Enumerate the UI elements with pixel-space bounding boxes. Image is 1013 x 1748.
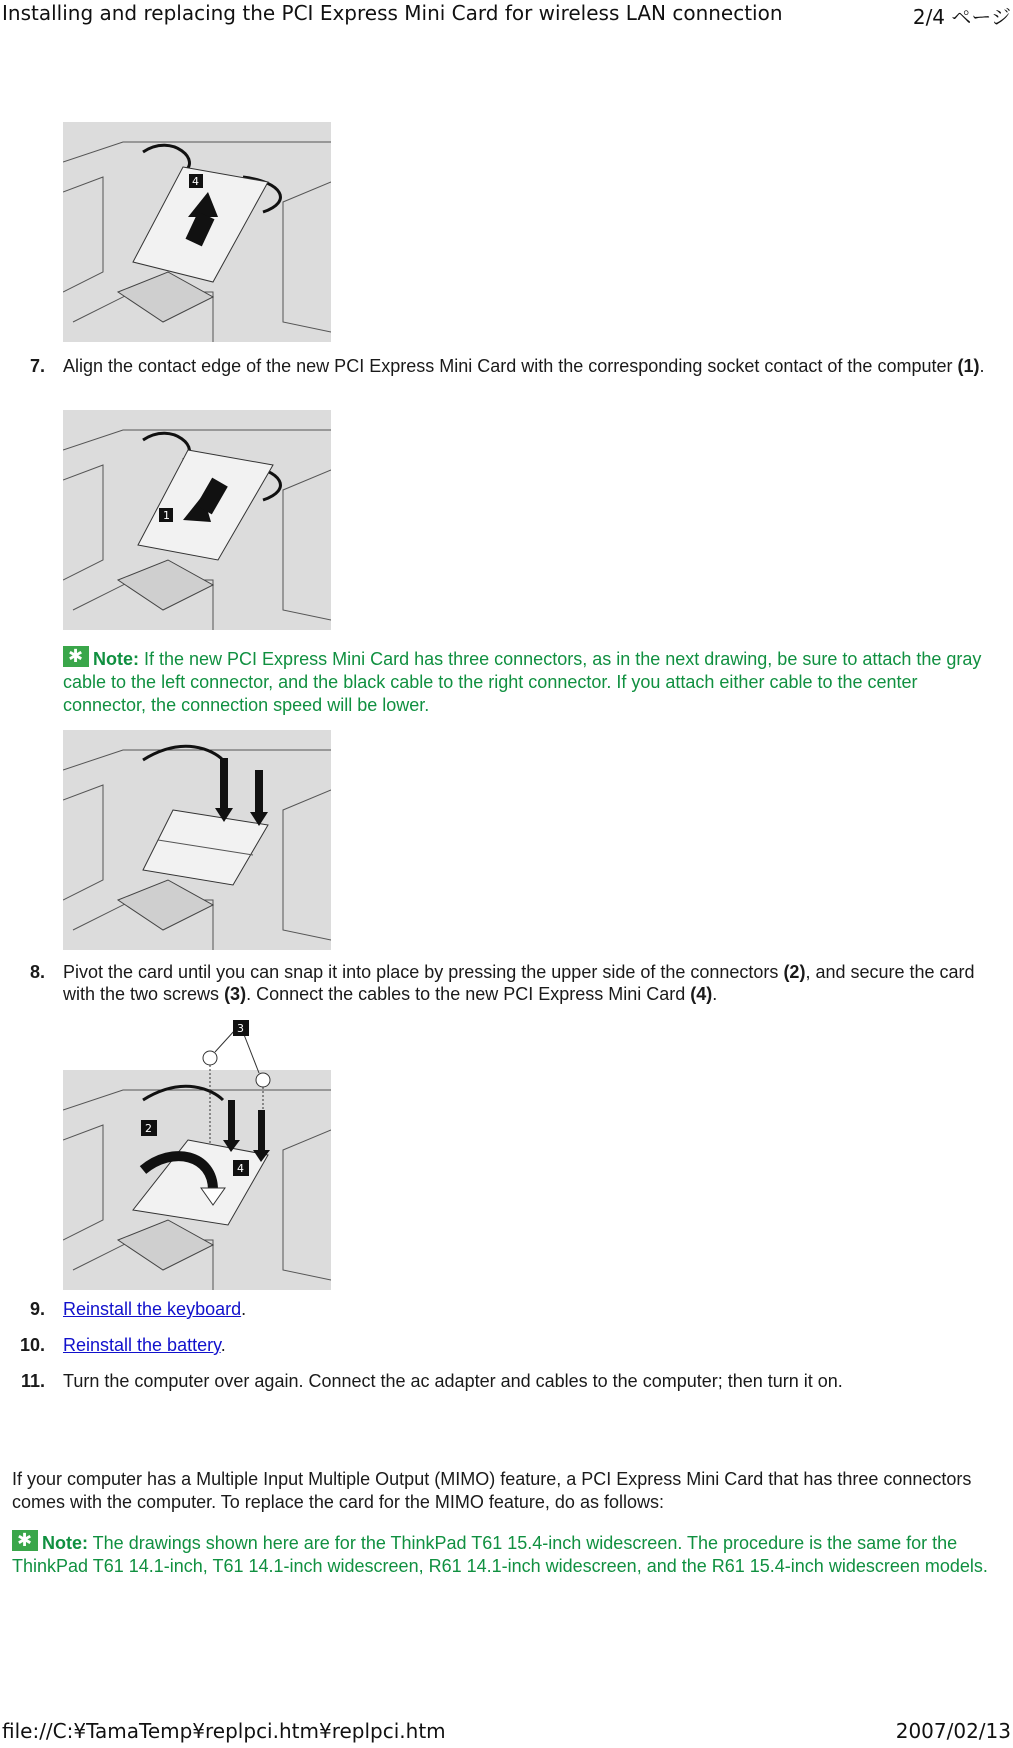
step-text xyxy=(63,355,1003,377)
step-text xyxy=(63,1334,1003,1356)
callout-ref: (3) xyxy=(224,984,247,1004)
reinstall-battery-link[interactable]: Reinstall the battery xyxy=(63,1335,221,1355)
step-text-part: . Connect the cables to the new PCI Express Mini Card xyxy=(246,984,691,1004)
callout-ref: (4) xyxy=(690,984,713,1004)
page-footer xyxy=(0,1718,1013,1746)
step-text: Turn the computer over again. Connect the ac adapter and cables to the computer; then turn it on. xyxy=(63,1371,843,1391)
step-text xyxy=(63,961,1003,1005)
step-text-part: . xyxy=(220,1335,226,1355)
step-text-part: . xyxy=(241,1299,247,1319)
callout-label: 1 xyxy=(163,509,170,522)
figure-secure-card xyxy=(63,1020,331,1290)
note-connectors xyxy=(63,646,993,717)
figure-remove-card xyxy=(63,122,331,342)
step-text-part: . xyxy=(712,984,718,1004)
callout-label: 4 xyxy=(237,1162,244,1175)
figure-insert-card xyxy=(63,410,331,630)
note-label: Note: xyxy=(42,1533,88,1553)
callout-ref: (1) xyxy=(957,356,980,376)
document-title: Installing and replacing the PCI Express Mini Card for wireless LAN connection xyxy=(2,1,783,25)
step-number: 11. xyxy=(20,1371,45,1391)
print-date: 2007/02/13 xyxy=(895,1719,1011,1743)
step-number: 10. xyxy=(19,1335,45,1355)
note-icon xyxy=(12,1530,38,1551)
step-text-part: Align the contact edge of the new PCI Express Mini Card with the corresponding socket contact of the computer xyxy=(63,356,958,376)
callout-label: 4 xyxy=(192,175,199,188)
page-header xyxy=(0,0,1013,28)
step-number: 7. xyxy=(29,356,45,376)
step-text-part: . xyxy=(979,356,985,376)
reinstall-keyboard-link[interactable]: Reinstall the keyboard xyxy=(63,1299,242,1319)
step-text xyxy=(63,1298,1003,1320)
step-text-part: Pivot the card until you can snap it into place by pressing the upper side of the connectors xyxy=(63,962,784,982)
mimo-paragraph: If your computer has a Multiple Input Multiple Output (MIMO) feature, a PCI Express Mini Card that has three connectors comes with the computer. To replace the card for the MIMO feature, do as follows: xyxy=(12,1469,972,1512)
step-number: 9. xyxy=(29,1299,45,1319)
callout-ref: (2) xyxy=(783,962,806,982)
file-path: file://C:¥TamaTemp¥replpci.htm¥replpci.htm xyxy=(2,1719,446,1743)
step-text-part: , and secure the card with the two screws xyxy=(63,962,975,1004)
figure-three-connectors xyxy=(63,730,331,950)
note-drawings xyxy=(12,1530,997,1578)
callout-label: 2 xyxy=(145,1122,152,1135)
note-label: Note: xyxy=(93,649,139,669)
page-number: 2/4 ページ xyxy=(912,5,1011,29)
callout-label: 3 xyxy=(237,1022,244,1035)
note-icon xyxy=(63,646,89,667)
note-text: If the new PCI Express Mini Card has three connectors, as in the next drawing, be sure to attach the gray cable to the left connector, and the black cable to the right connector. If you attach either cable to the center connector, the connection speed will be lower. xyxy=(63,649,982,715)
step-number: 8. xyxy=(29,962,45,982)
note-text: The drawings shown here are for the ThinkPad T61 15.4-inch widescreen. The procedure is the same for the ThinkPad T61 14.1-inch, T61 14.1-inch widescreen, R61 14.1-inch widescreen, and the R61 15.4-inch widescreen models. xyxy=(12,1533,988,1576)
